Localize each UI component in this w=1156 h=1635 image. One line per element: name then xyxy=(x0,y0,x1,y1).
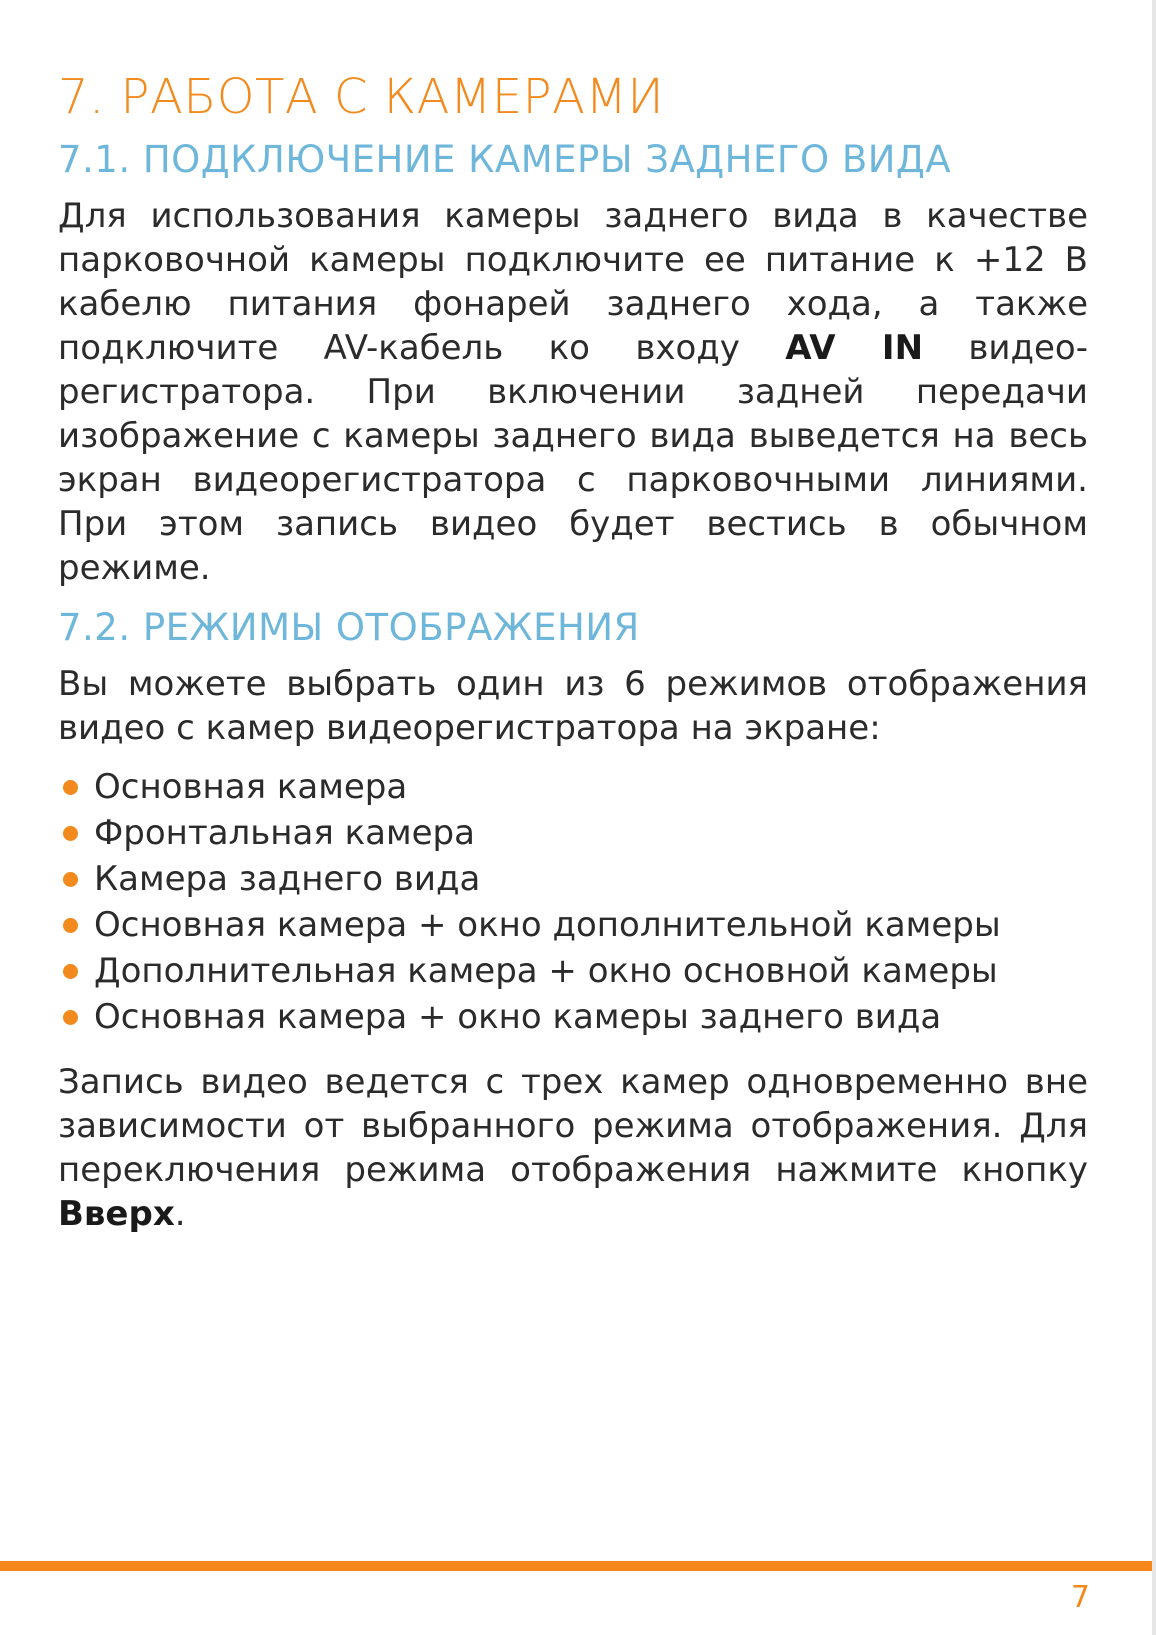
list-item xyxy=(58,764,1088,810)
list-item-label: Камера заднего вида xyxy=(94,859,481,899)
recording-note-text: Запись видео ведется с трех камер одновременно вне зависимости от выбранного режима отображения. Для переключения режима отображения нажмите кнопку xyxy=(58,1062,1088,1190)
page-number: 7 xyxy=(1070,1580,1090,1615)
section-heading-connection: 7.1. ПОДКЛЮЧЕНИЕ КАМЕРЫ ЗАДНЕГО ВИДА xyxy=(58,138,952,181)
list-item xyxy=(58,856,1088,902)
connection-paragraph xyxy=(58,194,1088,590)
bullet-dot-icon xyxy=(63,918,78,933)
list-item-label: Основная камера + окно дополнительной камеры xyxy=(94,905,1001,945)
list-item-label: Фронтальная камера xyxy=(94,813,475,853)
connection-text-start: Для использования камеры заднего вида в качестве парковочной камеры подключите ее питание к +12 В кабелю питания фонарей заднего хода, а также подключите AV-кабель ко входу xyxy=(58,196,1088,368)
list-item-label: Дополнительная камера + окно основной камеры xyxy=(94,951,998,991)
av-in-term: AV IN xyxy=(785,328,924,368)
list-item xyxy=(58,810,1088,856)
bullet-dot-icon xyxy=(63,872,78,887)
bullet-dot-icon xyxy=(63,826,78,841)
list-item-label: Основная камера + окно камеры заднего вида xyxy=(94,997,942,1037)
recording-note-paragraph xyxy=(58,1060,1088,1236)
page-edge xyxy=(1152,0,1156,1635)
footer-divider xyxy=(0,1561,1152,1571)
page-content xyxy=(58,62,1088,1236)
list-item xyxy=(58,902,1088,948)
chapter-heading: 7. РАБОТА С КАМЕРАМИ xyxy=(58,69,665,125)
list-item xyxy=(58,994,1088,1040)
section-heading-display-modes: 7.2. РЕЖИМЫ ОТОБРАЖЕНИЯ xyxy=(58,606,640,649)
display-modes-intro: Вы можете выбрать один из 6 режимов отображения видео с камер видеорегистратора на экране: xyxy=(58,664,1088,748)
bullet-dot-icon xyxy=(63,1010,78,1025)
list-item xyxy=(58,948,1088,994)
list-item-label: Основная камера xyxy=(94,767,408,807)
display-modes-list xyxy=(58,764,1088,1040)
connection-text-end: видеорегистратора. При включении задней передачи изображение с камеры заднего вида выведется на весь экран видеорегистратора с парковочными линиями. При этом запись видео будет вестись в обычном режиме. xyxy=(58,328,1089,588)
recording-note-end: . xyxy=(174,1194,186,1234)
bullet-dot-icon xyxy=(63,780,78,795)
bullet-dot-icon xyxy=(63,964,78,979)
up-button-term: Вверх xyxy=(58,1194,175,1234)
